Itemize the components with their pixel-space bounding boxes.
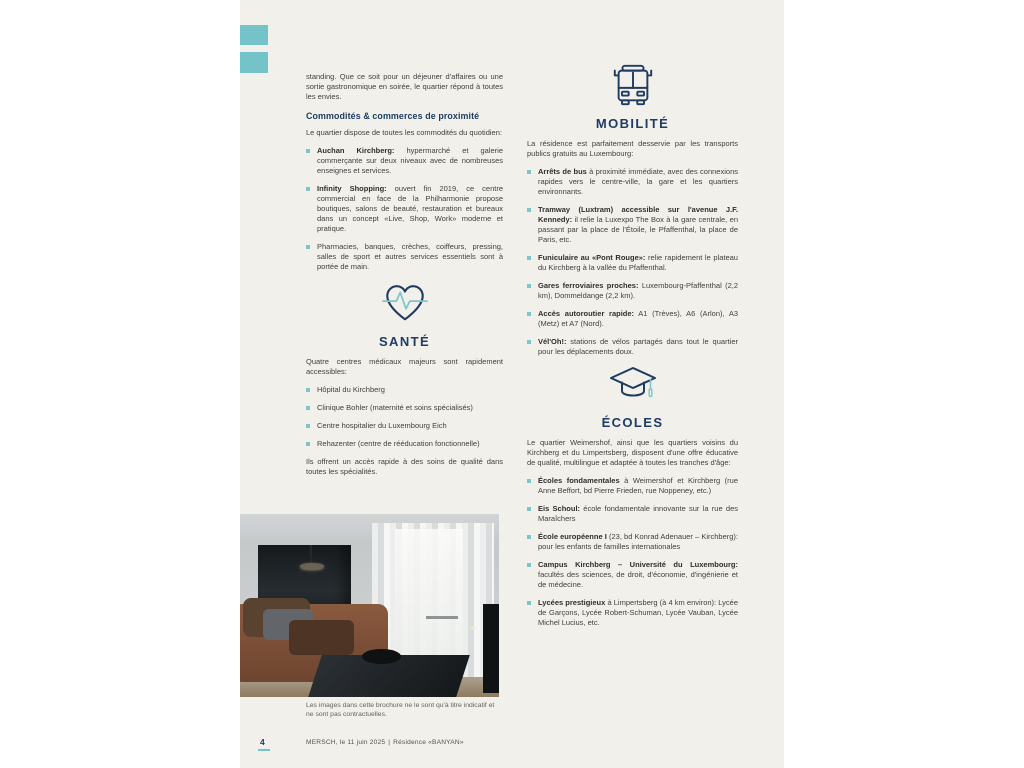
- sante-title: SANTÉ: [378, 334, 431, 349]
- list-item: Tramway (Luxtram) accessible sur l'avenue J.F. Kennedy: il relie la Luxexpo The Box à la gare centrale, en passant par la place de l'Étoile, le Pfaffenthal, la place de Paris, etc.: [527, 205, 738, 245]
- commodites-list: [306, 146, 503, 272]
- list-item: Lycées prestigieux à Limpertsberg (à 4 km environ): Lycée de Garçons, Lycée Robert-Schuman, Lycée Vauban, Lycée Michel Lucius, etc.: [527, 598, 738, 628]
- list-item: Pharmacies, banques, crèches, coiffeurs, pressing, salles de sport et autres services essentiels sont à portée de main.: [306, 242, 503, 272]
- bullet-marker: [306, 245, 310, 249]
- deco-square-bottom: [240, 52, 268, 73]
- list-item: Vél'Oh!: stations de vélos partagés dans tout le quartier pour les déplacements doux.: [527, 337, 738, 357]
- bullet-marker: [527, 563, 531, 567]
- list-item: Auchan Kirchberg: hypermarché et galerie commerçante sur deux niveaux avec de nombreuses enseignes et services.: [306, 146, 503, 176]
- list-item: Rehazenter (centre de rééducation fonctionnelle): [306, 439, 503, 449]
- sante-closing: Ils offrent un accès rapide à des soins de qualité dans toutes les spécialités.: [306, 457, 503, 476]
- bullet-marker: [306, 442, 310, 446]
- photo-tv: [483, 604, 499, 694]
- left-column: [306, 72, 503, 485]
- bullet-marker: [306, 187, 310, 191]
- graduation-cap-icon: [608, 365, 658, 407]
- list-item: Infinity Shopping: ouvert fin 2019, ce centre commercial en face de la Philharmonie propose boutiques, salons de beauté, restauration et bureaux dans un concept «Live, Shop, Work» moderne et pratique.: [306, 184, 503, 234]
- sante-lead: Quatre centres médicaux majeurs sont rapidement accessibles:: [306, 357, 503, 376]
- bullet-marker: [527, 340, 531, 344]
- footer-separator: |: [388, 739, 391, 746]
- bullet-marker: [527, 170, 531, 174]
- bullet-marker: [527, 507, 531, 511]
- bullet-marker: [527, 601, 531, 605]
- mobilite-lead: La résidence est parfaitement desservie par les transports publics gratuits au Luxembourg:: [527, 139, 738, 158]
- mobilite-list: [527, 167, 738, 357]
- commodites-lead: Le quartier dispose de toutes les commodités du quotidien:: [306, 128, 502, 137]
- list-item: Hôpital du Kirchberg: [306, 385, 503, 395]
- deco-square-top: [240, 25, 268, 45]
- ecoles-list: [527, 476, 738, 628]
- list-item: Accès autoroutier rapide: A1 (Trèves), A6 (Arlon), A3 (Metz) et A7 (Nord).: [527, 309, 738, 329]
- list-item: Centre hospitalier du Luxembourg Eich: [306, 421, 503, 431]
- list-item: Campus Kirchberg – Université du Luxembourg: facultés des sciences, de droit, d'économie, d'ingénierie et de médecine.: [527, 560, 738, 590]
- right-column: [527, 58, 738, 636]
- photo-side-table: [426, 616, 457, 619]
- sante-list: [306, 385, 503, 449]
- bullet-marker: [527, 479, 531, 483]
- bullet-marker: [306, 149, 310, 153]
- bullet-marker: [527, 284, 531, 288]
- bullet-marker: [306, 388, 310, 392]
- heart-pulse-icon: [382, 280, 428, 326]
- list-item: Écoles fondamentales à Weimershof et Kirchberg (rue Anne Beffort, bd Pierre Frieden, rue Noppeney, etc.): [527, 476, 738, 496]
- footer-date: MERSCH, le 11 juin 2025: [306, 739, 386, 746]
- footer-text: [306, 739, 606, 746]
- bus-icon: [610, 62, 656, 108]
- footer-brand: Résidence «BANYAN»: [393, 739, 464, 746]
- list-item: Funiculaire au «Pont Rouge»: relie rapidement le plateau du Kirchberg à la vallée du Pfaffenthal.: [527, 253, 738, 273]
- list-item: Eis Schoul: école fondamentale innovante sur la rue des Maraîchers: [527, 504, 738, 524]
- ecoles-lead: Le quartier Weimershof, ainsi que les quartiers voisins du Kirchberg et du Limpertsberg, disposent d'une offre éducative de qualité, multilingue et adaptée à toutes les tranches d'âge:: [527, 438, 738, 467]
- list-item: Gares ferroviaires proches: Luxembourg-Pfaffenthal (2,2 km), Dommeldange (2,2 km).: [527, 281, 738, 301]
- page-number-underline: [258, 749, 270, 751]
- list-item: Clinique Bohler (maternité et soins spécialisés): [306, 403, 503, 413]
- ecoles-section-header: [527, 365, 738, 430]
- photo-window-light: [395, 529, 462, 664]
- list-item: École européenne I (23, bd Konrad Adenauer – Kirchberg): pour les enfants de familles internationales: [527, 532, 738, 552]
- photo-throw-blanket: [289, 620, 354, 655]
- bullet-marker: [527, 208, 531, 212]
- mobilite-title: MOBILITÉ: [595, 116, 670, 131]
- photo-caption: Les images dans cette brochure ne le sont qu'à titre indicatif et ne sont pas contractuelles.: [306, 702, 495, 718]
- brochure-page: [240, 0, 784, 768]
- photo-bowl: [362, 649, 401, 664]
- bullet-marker: [527, 535, 531, 539]
- page-number: 4: [260, 737, 265, 747]
- list-item: Arrêts de bus à proximité immédiate, avec des connexions rapides vers le centre-ville, la gare et les quartiers environnants.: [527, 167, 738, 197]
- intro-paragraph: standing. Que ce soit pour un déjeuner d'affaires ou une sortie gastronomique en soirée, le quartier répond à toutes les envies.: [306, 72, 503, 101]
- sante-section-header: [306, 280, 503, 349]
- bullet-marker: [527, 312, 531, 316]
- ecoles-title: ÉCOLES: [601, 415, 664, 430]
- photo-lamp-glow: [471, 626, 475, 630]
- bullet-marker: [306, 424, 310, 428]
- commodites-heading: Commodités & commerces de proximité: [306, 111, 480, 121]
- bullet-marker: [527, 256, 531, 260]
- photo-pendant-cord: [310, 545, 312, 565]
- interior-photo: [240, 514, 499, 697]
- mobilite-section-header: [527, 62, 738, 131]
- bullet-marker: [306, 406, 310, 410]
